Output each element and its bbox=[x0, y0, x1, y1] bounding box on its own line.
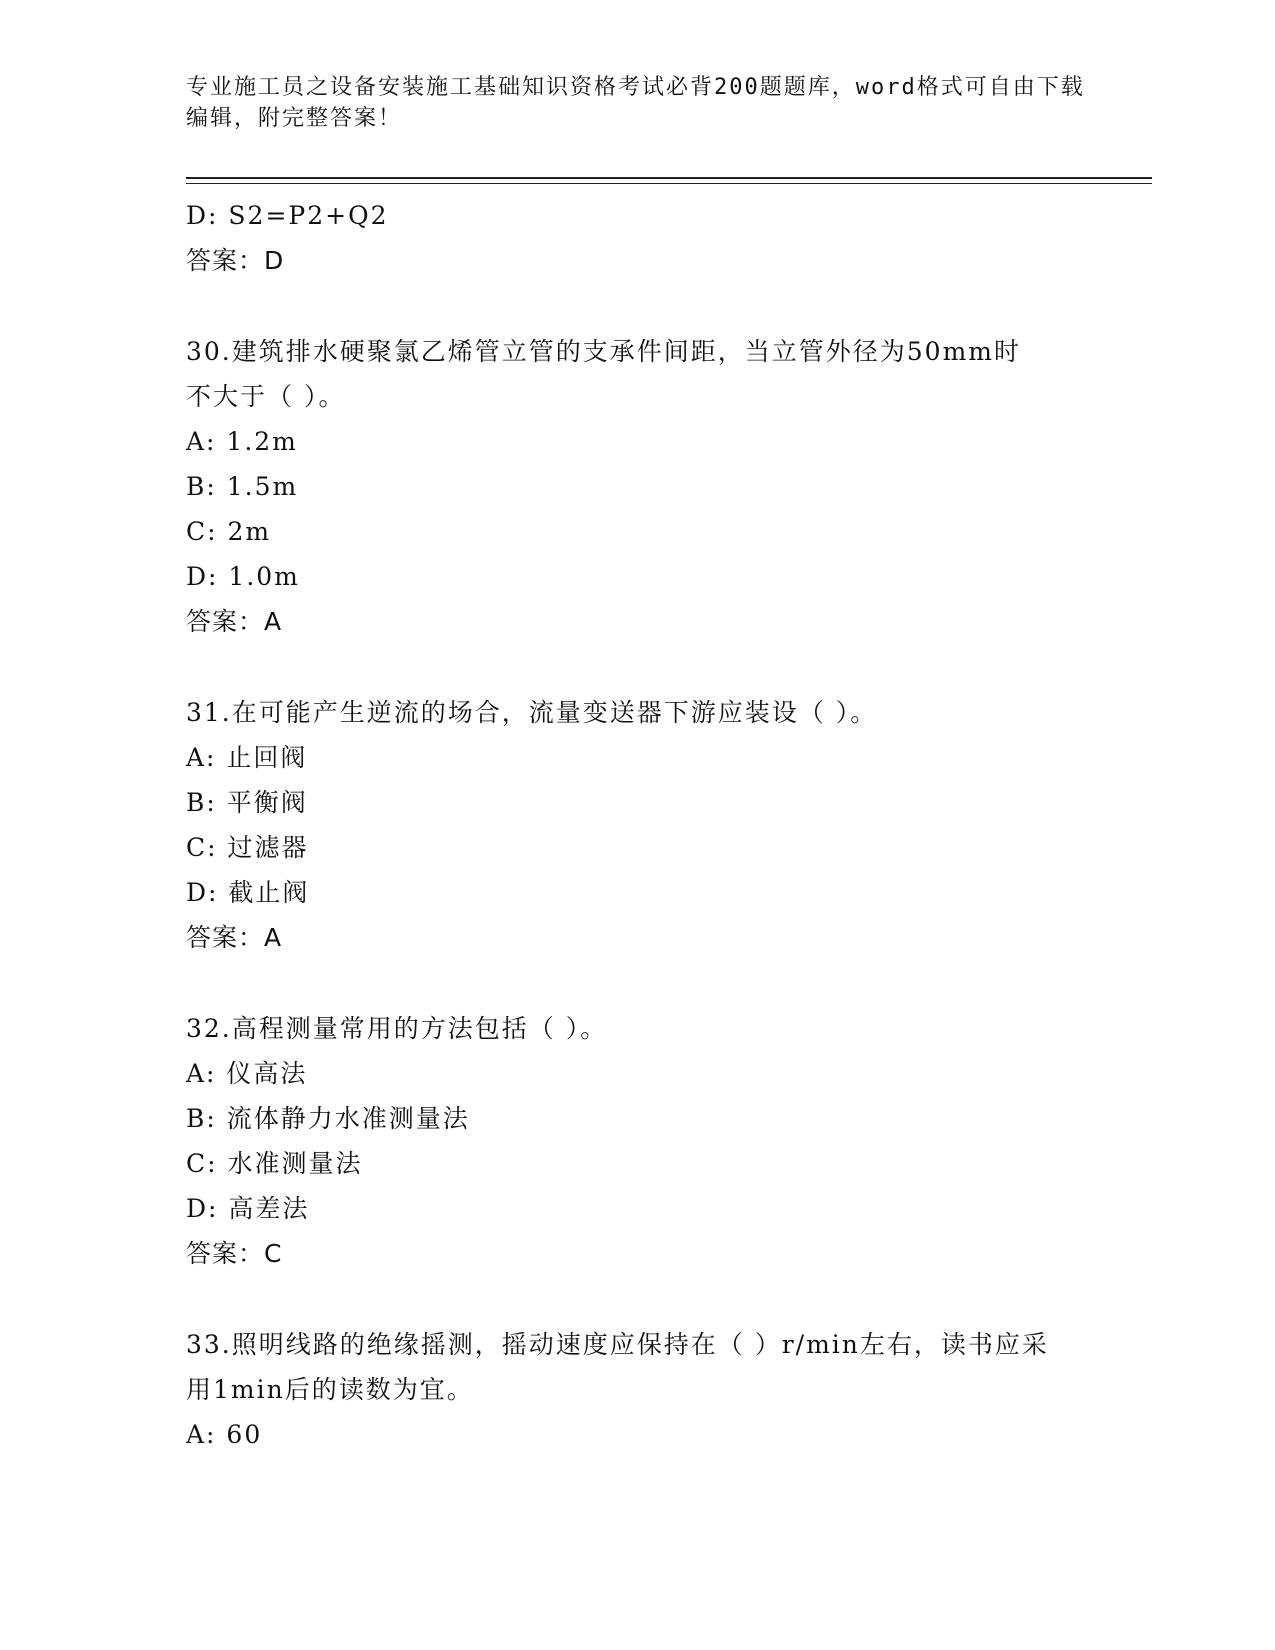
answer: 答案：D bbox=[186, 246, 285, 275]
question-31 bbox=[186, 690, 1086, 960]
option-b: B: 流体静力水准测量法 bbox=[186, 1104, 470, 1133]
question-33 bbox=[186, 1322, 1086, 1457]
option-a: A: 60 bbox=[186, 1420, 263, 1449]
question-list bbox=[186, 193, 1086, 1457]
question-text: 30.建筑排水硬聚氯乙烯管立管的支承件间距，当立管外径为50mm时不大于（ ）。 bbox=[186, 337, 1021, 411]
header-divider-thin bbox=[186, 183, 1152, 184]
question-30 bbox=[186, 329, 1086, 644]
option-c: C: 过滤器 bbox=[186, 833, 309, 862]
option-a: A: 止回阀 bbox=[186, 743, 308, 772]
answer: 答案：C bbox=[186, 1239, 283, 1268]
header-divider bbox=[186, 177, 1152, 179]
option-d: D: 1.0m bbox=[186, 562, 300, 591]
option-d: D: 截止阀 bbox=[186, 878, 310, 907]
question-text: 33.照明线路的绝缘摇测，摇动速度应保持在（ ）r/min左右，读书应采用1min后的读数为宜。 bbox=[186, 1330, 1049, 1404]
option-b: B: 1.5m bbox=[186, 472, 299, 501]
document-header: 专业施工员之设备安装施工基础知识资格考试必背200题题库，word格式可自由下载编辑，附完整答案！ bbox=[186, 75, 1085, 131]
option-d: D: S2=P2+Q2 bbox=[186, 201, 389, 230]
option-b: B: 平衡阀 bbox=[186, 788, 308, 817]
answer: 答案：A bbox=[186, 923, 283, 952]
question-text: 32.高程测量常用的方法包括（ ）。 bbox=[186, 1014, 608, 1043]
question-text: 31.在可能产生逆流的场合，流量变送器下游应装设（ ）。 bbox=[186, 698, 878, 727]
answer: 答案：A bbox=[186, 607, 283, 636]
option-a: A: 仪高法 bbox=[186, 1059, 308, 1088]
question-32 bbox=[186, 1006, 1086, 1276]
option-a: A: 1.2m bbox=[186, 427, 298, 456]
option-c: C: 水准测量法 bbox=[186, 1149, 363, 1178]
option-d: D: 高差法 bbox=[186, 1194, 310, 1223]
option-c: C: 2m bbox=[186, 517, 272, 546]
